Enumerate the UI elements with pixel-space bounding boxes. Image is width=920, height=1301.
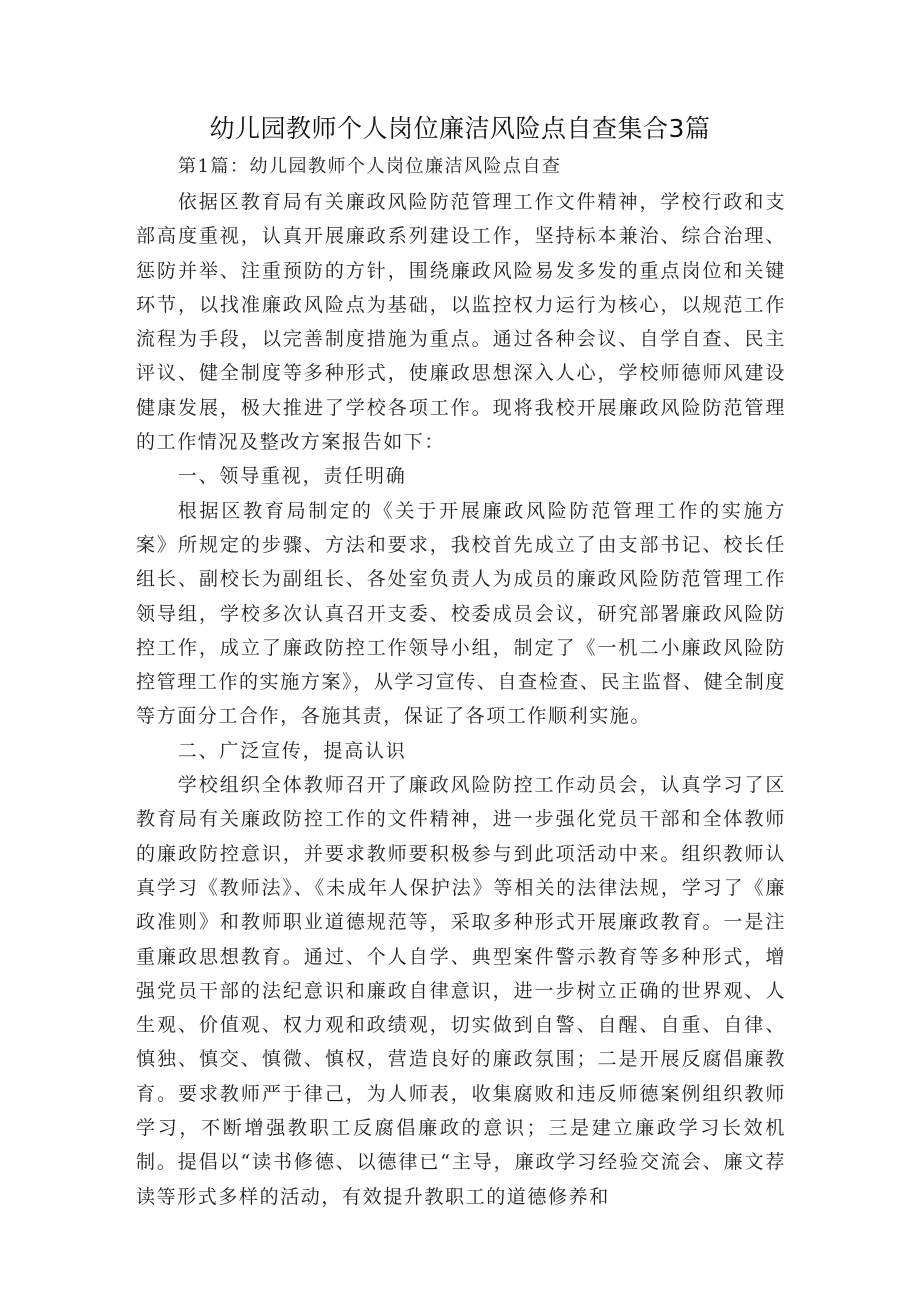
section-heading-2: 二、广泛宣传，提高认识: [177, 739, 407, 762]
paragraph-intro: 依据区教育局有关廉政风险防范管理工作文件精神，学校行政和支部高度重视，认真开展廉政系列建设工作，坚持标本兼治、综合治理、惩防并举、注重预防的方针，围绕廉政风险易发多发的重点岗位和关键环节，以找准廉政风险点为基础，以监控权力运行为核心，以规范工作流程为手段，以完善制度措施为重点。通过各种会议、自学自查、民主评议、健全制度等多种形式，使廉政思想深入人心，学校师德师风建设健康发展，极大推进了学校各项工作。现将我校开展廉政风险防范管理的工作情况及整改方案报告如下：: [136, 191, 786, 454]
document-subtitle: 第1篇：幼儿园教师个人岗位廉洁风险点自查: [178, 156, 562, 177]
paragraph-section-1: 根据区教育局制定的《关于开展廉政风险防范管理工作的实施方案》所规定的步骤、方法和要求，我校首先成立了由支部书记、校长任组长、副校长为副组长、各处室负责人为成员的廉政风险防范管理工作领导组，学校多次认真召开支委、校委成员会议，研究部署廉政风险防控工作，成立了廉政防控工作领导小组，制定了《一机二小廉政风险防控管理工作的实施方案》，从学习宣传、自查检查、民主监督、健全制度等方面分工合作，各施其责，保证了各项工作顺利实施。: [136, 499, 786, 728]
document-title: 幼儿园教师个人岗位廉洁风险点自查集合3篇: [209, 114, 711, 143]
document-body: [136, 185, 786, 1214]
section-heading-1: 一、领导重视，责任明确: [177, 465, 407, 488]
paragraph-section-2: 学校组织全体教师召开了廉政风险防控工作动员会，认真学习了区教育局有关廉政防控工作的文件精神，进一步强化党员干部和全体教师的廉政防控意识，并要求教师要积极参与到此项活动中来。组织教师认真学习《教师法》、《未成年人保护法》等相关的法律法规，学习了《廉政准则》和教师职业道德规范等，采取多种形式开展廉政教育。一是注重廉政思想教育。通过、个人自学、典型案件警示教育等多种形式，增强党员干部的法纪意识和廉政自律意识，进一步树立正确的世界观、人生观、价值观、权力观和政绩观，切实做到自警、自醒、自重、自律、慎独、慎交、慎微、慎权，营造良好的廉政氛围；二是开展反腐倡廉教育。要求教师严于律己，为人师表，收集腐败和违反师德案例组织教师学习，不断增强教职工反腐倡廉政的意识；三是建立廉政学习长效机制。提倡以“读书修德、以德律已“主导，廉政学习经验交流会、廉文荐读等形式多样的活动，有效提升教职工的道德修养和: [136, 774, 786, 1208]
